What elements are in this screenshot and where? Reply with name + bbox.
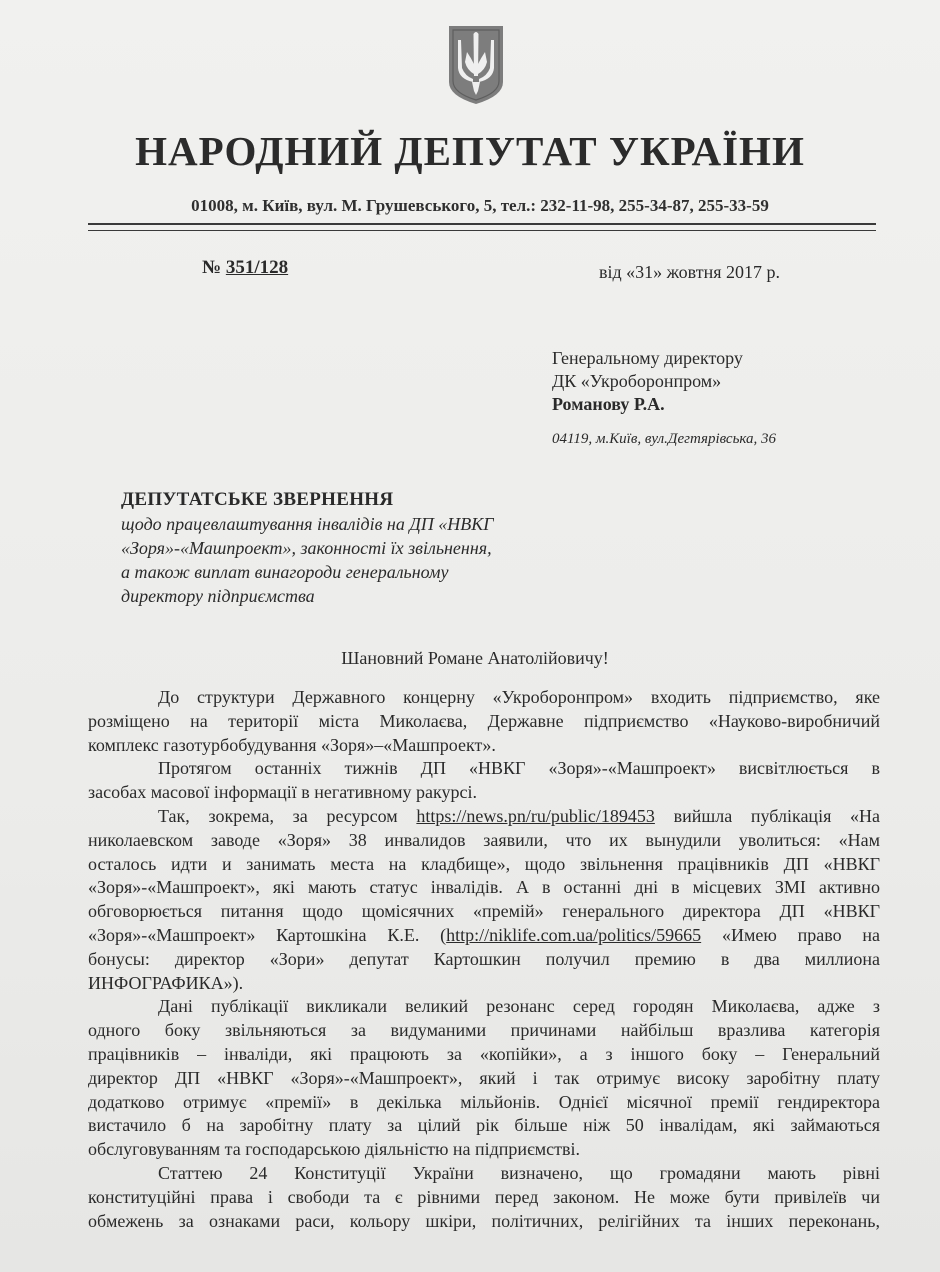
body-line: Статтею 24 Конституції України визначено, що громадяни мають рівні (158, 1162, 880, 1183)
document-number (202, 257, 288, 279)
body-line: николаевском заводе «Зоря» 38 инвалидов заявили, что их вынудили уволиться: «Нам (88, 829, 880, 850)
body-line-with-link (88, 924, 880, 948)
body-line: осталось идти и занимать места на кладбище», щодо звільнення працівників ДП «НВКГ (88, 853, 880, 874)
body-line: одного боку звільняються за видуманими причинами найбільш вразлива категорія (88, 1020, 880, 1041)
subject-line: а також виплат винагороди генеральному (121, 562, 449, 582)
body-line: Протягом останніх тижнів ДП «НВКГ «Зоря»-«Машпроект» висвітлюється в (158, 758, 880, 779)
recipient-block (552, 347, 743, 416)
body-line: розміщено на території міста Миколаєва, Державне підприємство «Науково-виробничий (88, 710, 880, 731)
body-line: обслуговуванням та господарською діяльністю на підприємстві. (88, 1139, 581, 1160)
body-line: вистачило б на заробітну плату за цілий рік більше ніж 50 інвалідам, які займаються (88, 1115, 880, 1136)
subject-heading: ДЕПУТАТСЬКЕ ЗВЕРНЕННЯ (121, 489, 394, 510)
body-line: засобах масової інформації в негативному ракурсі. (88, 782, 477, 803)
recipient-address: 04119, м.Київ, вул.Дегтярівська, 36 (552, 431, 777, 447)
body-line: До структури Державного концерну «Укроборонпром» входить підприємство, яке (158, 687, 880, 707)
recipient-name: Романову Р.А. (552, 394, 665, 414)
body-line: директор ДП «НВКГ «Зоря»-«Машпроект», який і так отримує високу заробітну плату (88, 1067, 880, 1088)
letterhead-address: 01008, м. Київ, вул. М. Грушевського, 5, тел.: 232-11-98, 255-34-87, 255-33-59 (191, 196, 769, 215)
niklife-link[interactable]: http://niklife.com.ua/politics/59665 (446, 924, 702, 945)
body-line: конституційні права і свободи та є рівними перед законом. Не може бути привілеїв чи (88, 1186, 880, 1207)
number-value: 351/128 (225, 257, 289, 278)
document-date: від «31» жовтня 2017 р. (599, 262, 780, 282)
body-line: комплекс газотурбобудування «Зоря»–«Машпроект». (88, 734, 496, 755)
body-line: обмежень за ознаками раси, кольору шкіри, політичних, релігійних та інших переконань, (88, 1210, 880, 1231)
body-line: додатково отримує «премії» в декілька мільйонів. Однієї місячної премії гендиректора (88, 1091, 880, 1112)
body-line: бонусы: директор «Зори» депутат Картошкин получил премию в два миллиона (88, 948, 880, 969)
body-line: ИНФОГРАФИКА»). (88, 972, 244, 993)
recipient-org: ДК «Укроборонпром» (552, 371, 722, 391)
letter-body (88, 686, 880, 1233)
body-text: «Зоря»-«Машпроект» Картошкіна К.Е. ( (88, 924, 447, 945)
body-line: «Зоря»-«Машпроект», які мають статус інвалідів. А в останні дні в місцевих ЗМІ активно (88, 877, 880, 898)
body-line: працівників – інваліди, які працюють за «копійки», а з іншого боку – Генеральний (88, 1043, 880, 1064)
tryzub-coat-of-arms-icon (447, 24, 505, 106)
body-line: Дані публікації викликали великий резонанс серед городян Миколаєва, адже з (158, 996, 880, 1017)
body-text: «Имею право на (701, 924, 880, 945)
letterhead-divider-thin (88, 230, 876, 231)
letterhead-title: НАРОДНИЙ ДЕПУТАТ УКРАЇНИ (135, 128, 805, 174)
body-line: обговорюється питання щодо щомісячних «премій» генерального директора ДП «НВКГ (88, 901, 880, 922)
news-link[interactable]: https://news.pn/ru/public/189453 (416, 805, 655, 826)
body-line-with-link (88, 805, 880, 829)
recipient-position: Генеральному директору (552, 348, 743, 368)
subject-line: «Зоря»-«Машпроект», законності їх звільнення, (121, 538, 492, 558)
subject-line: директору підприємства (121, 586, 315, 606)
subject-block (121, 488, 541, 608)
salutation: Шановний Романе Анатолійовичу! (341, 648, 609, 668)
letterhead-divider (88, 223, 876, 225)
body-text: Так, зокрема, за ресурсом (158, 805, 398, 826)
subject-line: щодо працевлаштування інвалідів на ДП «НВКГ (121, 514, 494, 534)
body-text: вийшла публікація «На (673, 805, 880, 826)
number-prefix: № (202, 257, 222, 278)
